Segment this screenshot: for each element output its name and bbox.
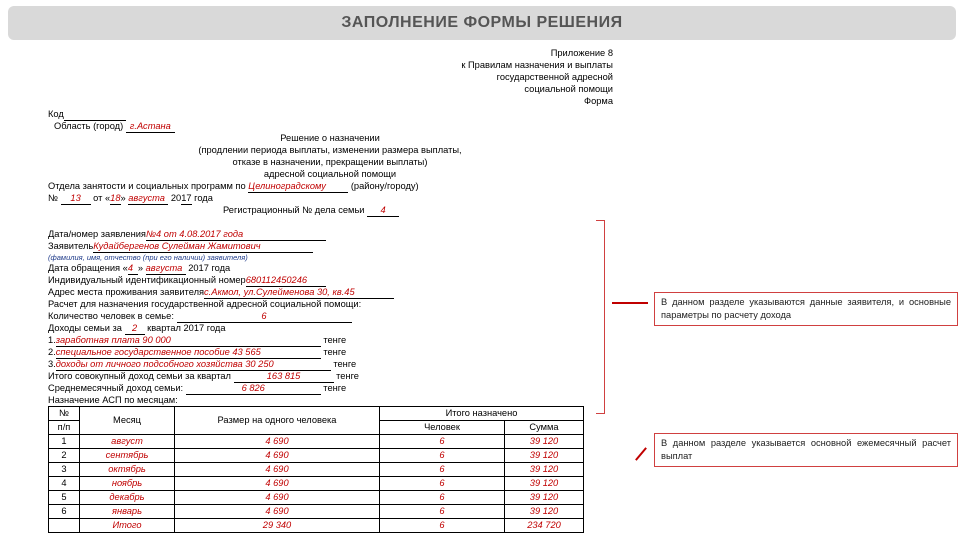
applicant-hint: (фамилия, имя, отчество (при его наличии) заявителя) — [48, 253, 248, 262]
income-1-value: заработная плата 90 000 — [56, 334, 321, 347]
table-row — [49, 477, 584, 491]
cell-month: декабрь — [80, 491, 175, 505]
region-row — [54, 120, 175, 133]
from-year: 17 — [181, 193, 192, 203]
slide-title: ЗАПОЛНЕНИЕ ФОРМЫ РЕШЕНИЯ — [341, 14, 623, 31]
appendix-line-5: Форма — [584, 96, 613, 106]
header-month: Месяц — [80, 407, 175, 435]
appeal-year: 2017 года — [188, 263, 231, 273]
avg-income-label: Среднемесячный доход семьи: — [48, 383, 184, 393]
region-value: г.Астана — [126, 120, 175, 133]
registration-value: 4 — [367, 204, 399, 217]
header-number-2: п/п — [49, 421, 80, 435]
registration-label: Регистрационный № дела семьи — [223, 205, 365, 215]
cell-size: 4 690 — [175, 477, 380, 491]
cell-total-month: Итого — [80, 519, 175, 533]
income-1-number: 1. — [48, 335, 56, 345]
income-quarter: 2 — [125, 322, 145, 335]
number-label: № — [48, 193, 58, 203]
members-value: 6 — [177, 310, 352, 323]
cell-no: 2 — [49, 449, 80, 463]
cell-sum: 39 120 — [505, 449, 584, 463]
income-suffix: квартал 2017 года — [147, 323, 226, 333]
cell-people: 6 — [380, 463, 505, 477]
cell-sum: 39 120 — [505, 491, 584, 505]
header-number: № — [49, 407, 80, 421]
assign-label: Назначение АСП по месяцам: — [48, 395, 178, 405]
appeal-mid: » — [137, 263, 144, 273]
cell-no: 6 — [49, 505, 80, 519]
table-row — [49, 435, 584, 449]
cell-sum: 39 120 — [505, 435, 584, 449]
cell-no: 4 — [49, 477, 80, 491]
appendix-line-2: к Правилам назначения и выплаты — [461, 60, 613, 70]
cell-total-people: 6 — [380, 519, 505, 533]
application-date-value: №4 от 4.08.2017 года — [146, 228, 326, 241]
income-label: Доходы семьи за — [48, 323, 122, 333]
cell-no: 3 — [49, 463, 80, 477]
total-income-value: 163 815 — [234, 370, 334, 383]
header-sum: Сумма — [505, 421, 584, 435]
cell-month: ноябрь — [80, 477, 175, 491]
cell-month: январь — [80, 505, 175, 519]
income-2-tenge: тенге — [323, 347, 347, 357]
cell-month: август — [80, 435, 175, 449]
avg-income-tenge: тенге — [323, 383, 347, 393]
assignment-table — [48, 406, 584, 533]
cell-size: 4 690 — [175, 435, 380, 449]
registration-row — [223, 204, 399, 217]
appendix-line-4: социальной помощи — [524, 84, 613, 94]
table-total-row — [49, 519, 584, 533]
appendix-line-1: Приложение 8 — [550, 48, 613, 58]
iin-label: Индивидуальный идентификационный номер — [48, 275, 246, 285]
income-2-number: 2. — [48, 347, 56, 357]
appeal-label: Дата обращения « — [48, 263, 128, 273]
cell-no: 5 — [49, 491, 80, 505]
iin-value: 680112450246 — [246, 274, 326, 287]
header-people: Человек — [380, 421, 505, 435]
decision-title-1: Решение о назначении — [280, 133, 380, 143]
cell-sum: 39 120 — [505, 463, 584, 477]
from-mid: » — [120, 193, 126, 203]
appeal-month: августа — [146, 262, 186, 275]
from-label: от « — [93, 193, 111, 203]
table-row — [49, 449, 584, 463]
table-row — [49, 505, 584, 519]
from-day: 18 — [110, 193, 121, 203]
calc-label: Расчет для назначения государственной адресной социальной помощи: — [48, 299, 362, 309]
cell-people: 6 — [380, 491, 505, 505]
cell-people: 6 — [380, 477, 505, 491]
decision-title-3: отказе в назначении, прекращении выплаты) — [232, 157, 428, 167]
department-suffix: (району/городу) — [350, 181, 419, 191]
income-3-value: доходы от личного подсобного хозяйства 30 250 — [56, 358, 331, 371]
header-total: Итого назначено — [380, 407, 584, 421]
cell-total-sum: 234 720 — [505, 519, 584, 533]
from-month: августа — [128, 192, 168, 205]
note-applicant-section: В данном разделе указываются данные заявителя, и основные параметры по расчету дохода — [654, 292, 958, 326]
income-3-number: 3. — [48, 359, 56, 369]
cell-size: 4 690 — [175, 449, 380, 463]
cell-size: 4 690 — [175, 505, 380, 519]
decision-title-4: адресной социальной помощи — [263, 169, 397, 179]
cell-people: 6 — [380, 449, 505, 463]
appendix-line-3: государственной адресной — [496, 72, 613, 82]
members-label: Количество человек в семье: — [48, 311, 174, 321]
cell-size: 4 690 — [175, 491, 380, 505]
income-3-tenge: тенге — [333, 359, 357, 369]
table-row — [49, 463, 584, 477]
cell-no: 1 — [49, 435, 80, 449]
from-year-prefix: 20 — [170, 193, 182, 203]
pointer-line-1 — [612, 302, 648, 304]
income-2-value: специальное государственное пособие 43 565 — [56, 346, 321, 359]
header-size: Размер на одного человека — [175, 407, 380, 435]
from-suffix: года — [194, 193, 213, 203]
application-date-label: Дата/номер заявления — [48, 229, 146, 239]
decision-number-row — [48, 192, 213, 205]
cell-total-empty — [49, 519, 80, 533]
cell-total-size: 29 340 — [175, 519, 380, 533]
cell-people: 6 — [380, 505, 505, 519]
cell-month: октябрь — [80, 463, 175, 477]
cell-size: 4 690 — [175, 463, 380, 477]
applicant-label: Заявитель — [48, 241, 94, 251]
cell-sum: 39 120 — [505, 477, 584, 491]
decision-title-2: (продлении периода выплаты, изменении размера выплаты, — [198, 145, 462, 155]
code-label: Код — [48, 109, 64, 119]
income-1-tenge: тенге — [323, 335, 347, 345]
number-value: 13 — [61, 192, 91, 205]
cell-month: сентябрь — [80, 449, 175, 463]
appeal-day: 4 — [128, 262, 138, 275]
address-value: с.Акмол, ул.Сулейменова 30, кв.45 — [204, 286, 394, 299]
table-header-row — [49, 407, 584, 421]
region-label: Область (город) — [54, 121, 124, 131]
total-income-tenge: тенге — [336, 371, 359, 381]
bracket-applicant-section — [596, 220, 605, 414]
cell-sum: 39 120 — [505, 505, 584, 519]
department-value: Целиноградскому — [248, 180, 348, 193]
address-label: Адрес места проживания заявителя — [48, 287, 205, 297]
applicant-value: Кудайбергенов Сулейман Жамитович — [93, 240, 313, 253]
department-label: Отдела занятости и социальных программ по — [48, 181, 246, 191]
cell-people: 6 — [380, 435, 505, 449]
table-row — [49, 491, 584, 505]
avg-income-value: 6 826 — [186, 382, 321, 395]
note-monthly-section: В данном разделе указывается основной ежемесячный расчет выплат — [654, 433, 958, 467]
total-income-label: Итого совокупный доход семьи за квартал — [48, 371, 231, 381]
